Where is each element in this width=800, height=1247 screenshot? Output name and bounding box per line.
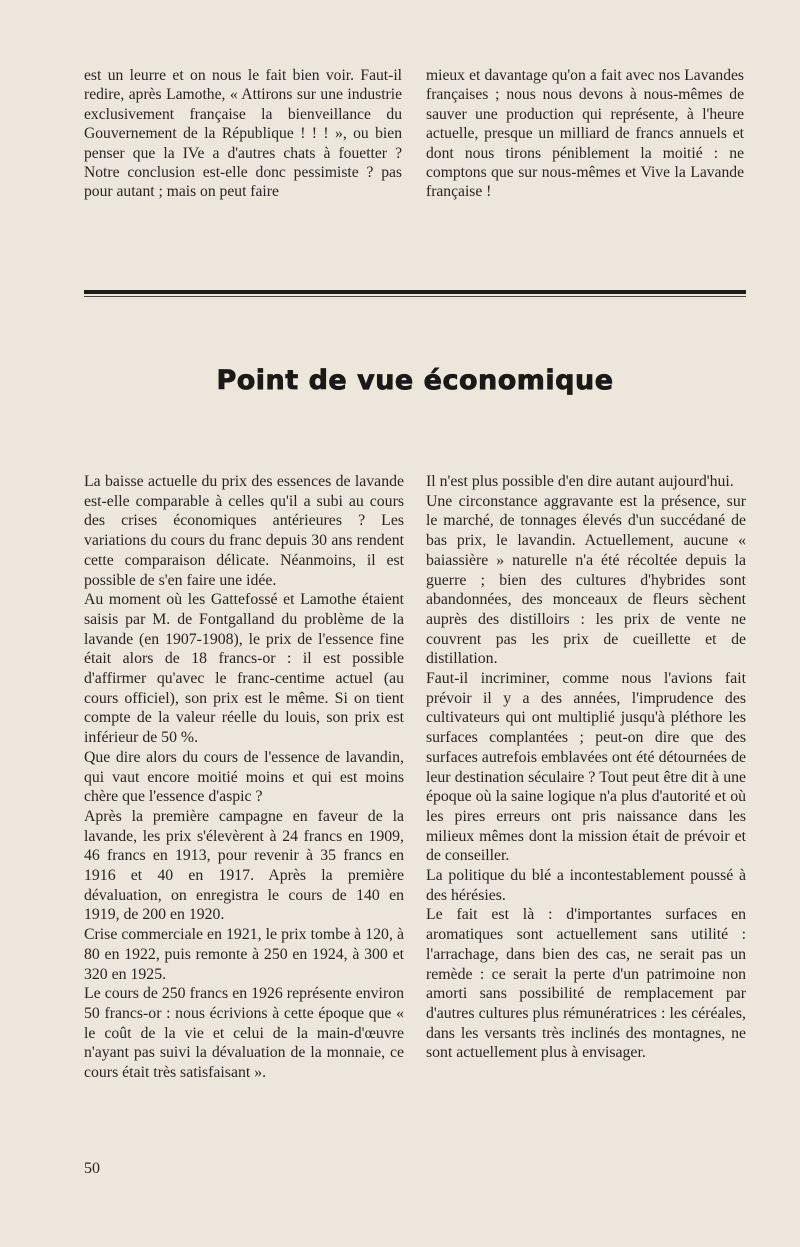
article-title: Point de vue économique [216,365,614,396]
paragraph: Faut-il incriminer, comme nous l'avions fait prévoir il y a des années, l'imprudence des cultivateurs qui ont multiplié jusqu'à pléthore les surfaces complantées ; peut-on dire que des surfaces autrefois emblavées ont été détournées de leur destination séculaire ? Tout peut être dit à une époque où la saine logique n'a plus d'autorité et où les pires erreurs ont pris naissance dans les milieux mêmes dont la mission était de prévoir et de conseiller. [426,670,746,865]
paragraph: Il n'est plus possible d'en dire autant aujourd'hui. [426,473,734,490]
article-column-right [426,472,746,1063]
paragraph: Le cours de 250 francs en 1926 représente environ 50 francs-or : nous écrivions à cette époque que « le coût de la vie et celui de la main-d'œuvre n'ayant pas suivi la dévaluation de la monnaie, ce cours était très satisfaisant ». [84,985,404,1082]
paragraph: Que dire alors du cours de l'essence de lavandin, qui vaut encore moitié moins et qui est moins chère que l'essence d'aspic ? [84,748,404,806]
page-number: 50 [84,1160,100,1177]
article-column-left [84,472,404,1083]
paragraph: Une circonstance aggravante est la présence, sur le marché, de tonnages élevés d'un succédané de bas prix, le lavandin. Actuellement, aucune « baiassière » naturelle n'a été récoltée depuis la guerre ; bien des cultures d'hybrides sont abandonnées, des monceaux de fleurs sèchent auprès des distilloirs : les prix de vente ne couvrent pas les prix de cueillette et de distillation. [426,492,746,668]
section-divider [84,290,746,294]
paragraph: mieux et davantage qu'on a fait avec nos Lavandes françaises ; nous nous devons à nous-mêmes de sauver une production qui représente, à l'heure actuelle, presque un milliard de francs annuels et dont nous tirons péniblement la moitié : ne comptons que sur nous-mêmes et Vive la Lavande française ! [426,67,744,201]
paragraph: La politique du blé a incontestablement poussé à des hérésies. [426,867,746,904]
paragraph: Crise commerciale en 1921, le prix tombe à 120, à 80 en 1922, puis remonte à 250 en 1924, à 300 et 320 en 1925. [84,926,404,983]
paragraph: La baisse actuelle du prix des essences de lavande est-elle comparable à celles qu'il a subi au cours des crises économiques antérieures ? Les variations du cours du franc depuis 30 ans rendent cette comparaison délicate. Néanmoins, il est possible de s'en faire une idée. [84,473,404,589]
paragraph: Après la première campagne en faveur de la lavande, les prix s'élevèrent à 24 francs en 1909, 46 francs en 1913, pour revenir à 35 francs en 1916 et 40 en 1917. Après la première dévaluation, on enregistra le cours de 140 en 1919, de 200 en 1920. [84,807,404,924]
paragraph: est un leurre et on nous le fait bien voir. Faut-il redire, après Lamothe, « Attirons sur une industrie exclusivement française la bienveillance du Gouvernement de la République ! ! ! », ou bien penser que la IVe a d'autres chats à fouetter ? Notre conclusion est-elle donc pessimiste ? pas pour autant ; mais on peut faire [84,67,402,201]
paragraph: Au moment où les Gattefossé et Lamothe étaient saisis par M. de Fontgalland du problème de la lavande (en 1907-1908), le prix de l'essence fine était alors de 18 francs-or : il est possible d'affirmer qu'avec le franc-centime actuel (au cours officiel), son prix est le même. Si on tient compte de la valeur réelle du louis, son prix est inférieur de 50 %. [84,591,404,747]
continued-text-right [426,66,744,202]
paragraph: Le fait est là : d'importantes surfaces en aromatiques sont actuellement sans utilité : l'arrachage, dans bien des cas, ne serait pas un remède : ce serait la perte d'un patrimoine non amorti sans possibilité de remplacement par d'autres cultures plus rémunératrices : les céréales, dans les versants très inclinés des montagnes, ne sont actuellement plus à envisager. [426,906,746,1062]
continued-text-left [84,66,402,202]
